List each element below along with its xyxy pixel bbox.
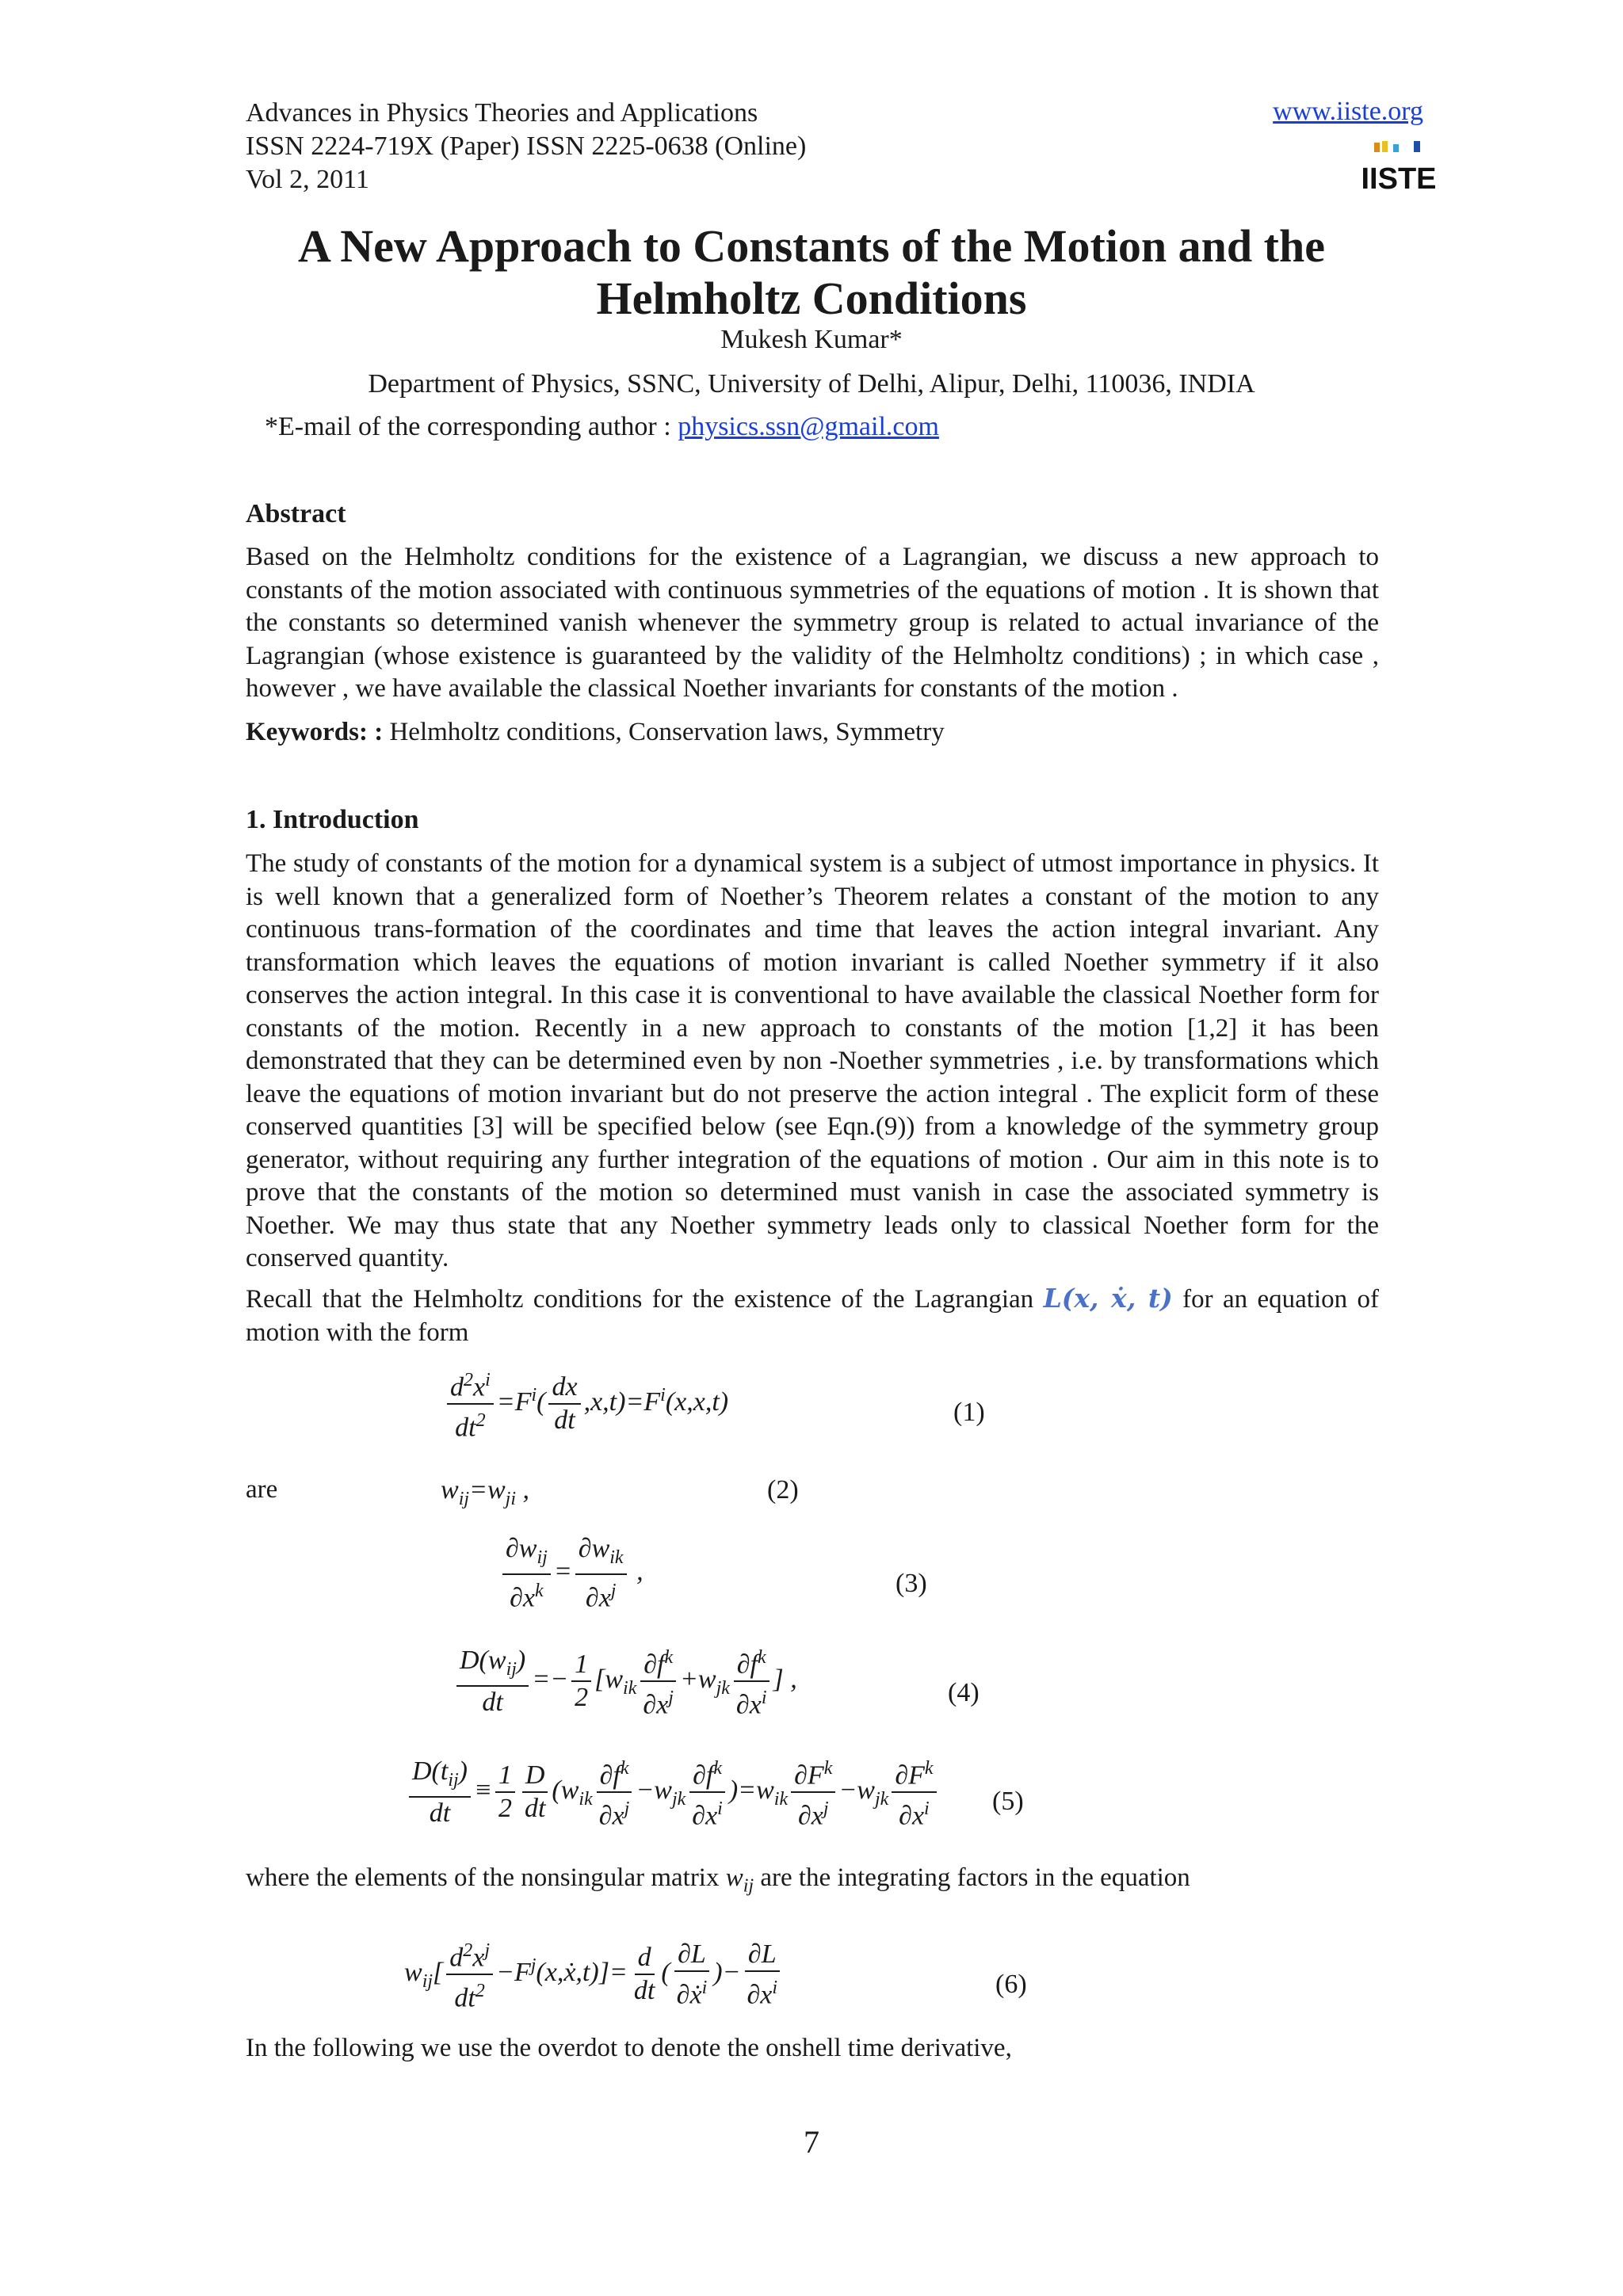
keywords-text: Helmholtz conditions, Conservation laws, Symmetry [383,718,945,746]
equation-5: $\frac{D(t_{ij})}{dt}$ ≡ $\frac{1}{2}$ $\frac{D}{dt}$ ($w_{ik}$ $\frac{\partial f^k}{\partial x^j}$ $-w_{jk}$ $\frac{\partial f^k}{\partial x^i}$ )$=w_{ik}$ $\frac{\partial F^k}{\partial x^j}$ $-w_{jk}$ $\frac{\partial F^k}{\partial x^i}$ [406,1753,940,1833]
journal-website-link[interactable]: www.iiste.org [1273,97,1423,126]
where-text-end: are the integrating factors in the equation [754,1863,1190,1892]
email-link[interactable]: physics.ssn@gmail.com [678,412,939,441]
journal-name: Advances in Physics Theories and Applications [246,98,758,128]
lagrangian-text-start: Recall that the Helmholtz conditions for the existence of the Lagrangian [246,1285,1044,1314]
journal-issn: ISSN 2224-719X (Paper) ISSN 2225-0638 (Online) [246,132,807,161]
where-text: where the elements of the nonsingular matrix [246,1863,726,1892]
lagrangian-text-end: for an equation of motion with the form [246,1285,1379,1347]
where-paragraph [246,1862,1379,1903]
equation-1-number: (1) [953,1398,985,1427]
logo-text: IISTE [1361,162,1437,196]
author-name: Mukesh Kumar* [720,325,903,354]
keywords-line [246,718,945,747]
equation-4-number: (4) [948,1678,980,1707]
abstract-heading: Abstract [246,499,346,528]
author-affiliation: Department of Physics, SSNC, University of Delhi, Alipur, Delhi, 110036, INDIA [368,369,1255,399]
equation-1: $\frac{d^2x^i}{dt^2}$ $=F^i$( $\frac{dx}{dt}$ $,x,t)=F^i(x,x,t)$ [444,1364,728,1444]
equation-4: $\frac{D(w_{ij})}{dt}$ =− $\frac{1}{2}$ [$w_{ik}$ $\frac{\partial f^k}{\partial x^j}$ $+w_{jk}$ $\frac{\partial f^k}{\partial x^i}$ ] , [453,1642,797,1722]
equation-3: $\frac{\partial w_{ij}}{\partial x^k}$ = $\frac{\partial w_{ik}}{\partial x^j}$ , [499,1533,643,1614]
email-prefix: *E-mail of the corresponding author : [265,412,678,441]
following-paragraph: In the following we use the overdot to denote the onshell time derivative, [246,2034,1012,2062]
introduction-paragraph: The study of constants of the motion for a dynamical system is a subject of utmost importance in physics. It is well known that a generalized form of Noether’s Theorem relates a constant of the motion to any continuous trans-formation of the coordinates and time that leaves the action integral invariant. Any transformation which leaves the equations of motion invariant is called Noether symmetry if it also conserves the action integral. In this case it is conventional to have available the classical Noether form for constants of the motion. Recently in a new approach to constants of the motion [1,2] it has been demonstrated that they can be determined even by non -Noether symmetries , i.e. by transformations which leave the equations of motion invariant but do not preserve the action integral . The explicit form of these conserved quantities [3] will be specified below (see Eqn.(9)) from a knowledge of the symmetry group generator, without requiring any further integration of the equations of motion . Our aim in this note is to prove that the constants of the motion so determined must vanish in case the associated symmetry is Noether. We may thus state that any Noether symmetry leads only to classical Noether form for the conserved quantity. [246,849,1379,1272]
journal-header [246,97,806,196]
equation-6-number: (6) [995,1970,1027,1999]
equation-6: $w_{ij}$[ $\frac{d^2x^j}{dt^2}$ $-F^j(x,ẋ,t)]=$ $\frac{d}{dt}$ ( $\frac{\partial L}{\partial ẋ^i}$ )− $\frac{\partial L}{\partial x^i}$ [404,1935,784,2015]
w-ij-symbol: $w_{ij}$ [725,1863,754,1897]
journal-volume: Vol 2, 2011 [246,165,369,194]
page-number: 7 [804,2124,819,2160]
keywords-label: Keywords: : [246,718,384,746]
equation-5-number: (5) [992,1787,1024,1816]
lagrangian-symbol: L(x, ẋ, t) [1043,1283,1173,1314]
lagrangian-paragraph [246,1282,1379,1349]
abstract-text: Based on the Helmholtz conditions for the existence of a Lagrangian, we discuss a new approach to constants of the motion associated with continuous symmetries of the equations of motion . It is shown that the constants so determined vanish whenever the symmetry group is related to actual invariance of the Lagrangian (whose existence is guaranteed by the validity of the Helmholtz conditions) ; in which case , however , we have available the classical Noether invariants for constants of the motion . [246,543,1379,703]
equation-2: $w_{ij}=w_{ji}$ , [441,1475,529,1509]
iiste-logo-icon [1361,139,1437,196]
corresponding-email-line [265,412,939,442]
paper-title-line1: A New Approach to Constants of the Motion and the [298,220,1325,272]
paper-title-line2: Helmholtz Conditions [596,273,1027,324]
are-label: are [246,1475,278,1504]
equation-3-number: (3) [896,1569,927,1598]
introduction-heading: 1. Introduction [246,805,419,834]
equation-2-number: (2) [767,1475,799,1505]
